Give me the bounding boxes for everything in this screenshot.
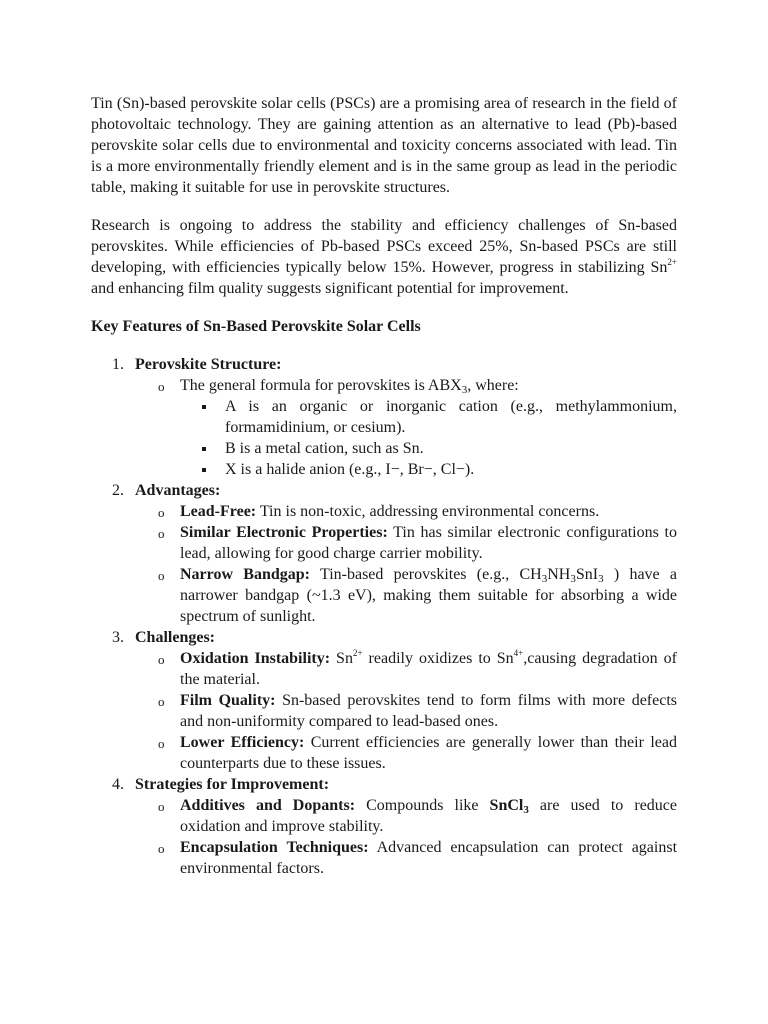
circle-bullet-icon: o xyxy=(158,694,165,709)
nested-list-item xyxy=(180,459,677,480)
item-text: Tin is non-toxic, addressing environmental concerns. xyxy=(256,503,600,520)
nested-item-text: X is a halide anion (e.g., I−, Br−, Cl−). xyxy=(225,461,475,478)
subscript: 3 xyxy=(570,573,576,585)
sub-item-text: The general formula for perovskites is ABX xyxy=(180,377,462,394)
superscript: 2+ xyxy=(667,257,677,267)
sub-item-text: , where: xyxy=(467,377,519,394)
circle-bullet-icon: o xyxy=(158,379,165,394)
superscript: 2+ xyxy=(352,648,363,658)
sub-list-item xyxy=(135,690,677,732)
nested-item-text: B is a metal cation, such as Sn. xyxy=(225,440,424,457)
item-text: readily oxidizes to Sn xyxy=(362,650,514,667)
subscript: 3 xyxy=(523,804,529,816)
sub-list-item xyxy=(135,522,677,564)
item-text: Compounds like xyxy=(355,797,490,814)
item-text: ) have a narrower bandgap (~1.3 eV), making them suitable for absorbing a wide spectrum of sunlight. xyxy=(180,566,678,625)
sub-list-item xyxy=(135,648,677,690)
list-number: 4. xyxy=(112,776,124,793)
square-bullet-icon xyxy=(202,405,206,409)
circle-bullet-icon: o xyxy=(158,736,165,751)
sub-list-item xyxy=(135,795,677,837)
list-number: 3. xyxy=(112,629,124,646)
item-text: Tin-based perovskites (e.g., CH xyxy=(310,566,542,583)
sub-list-item xyxy=(135,732,677,774)
item-label: Lead-Free: xyxy=(180,503,257,520)
square-bullet-icon xyxy=(202,468,206,472)
circle-bullet-icon: o xyxy=(158,652,165,667)
chemical-formula: SnCl xyxy=(489,797,524,814)
item-text: Sn xyxy=(330,650,353,667)
subscript: 3 xyxy=(461,384,468,396)
circle-bullet-icon: o xyxy=(158,799,165,814)
nested-list-item xyxy=(180,438,677,459)
sub-list xyxy=(135,501,677,627)
section-heading: Key Features of Sn-Based Perovskite Solar Cells xyxy=(91,318,421,335)
item-label: Film Quality: xyxy=(180,692,276,709)
research-text-b: and enhancing film quality suggests significant potential for improvement. xyxy=(91,280,569,297)
item-label: Narrow Bandgap: xyxy=(180,566,310,583)
square-bullet-icon xyxy=(202,447,206,451)
list-title: Strategies for Improvement: xyxy=(135,776,330,793)
item-label: Lower Efficiency: xyxy=(180,734,305,751)
list-title: Advantages: xyxy=(135,482,221,499)
sub-list-item xyxy=(135,564,677,627)
list-title: Challenges: xyxy=(135,629,215,646)
item-text: NH xyxy=(547,566,571,583)
nested-item-text: A is an organic or inorganic cation (e.g., methylammonium, formamidinium, or cesium). xyxy=(225,398,677,436)
circle-bullet-icon: o xyxy=(158,526,165,541)
list-item-challenges xyxy=(91,627,677,774)
sub-list xyxy=(135,648,677,774)
list-item-advantages xyxy=(91,480,677,627)
list-title: Perovskite Structure: xyxy=(135,356,282,373)
item-text: ,causing degradation of the material. xyxy=(180,650,677,688)
nested-list-item xyxy=(180,396,677,438)
circle-bullet-icon: o xyxy=(158,505,165,520)
item-text: Current efficiencies are generally lower than their lead counterparts due to these issues. xyxy=(180,734,677,772)
item-label: Encapsulation Techniques: xyxy=(180,839,369,856)
list-item-perovskite-structure xyxy=(91,354,677,480)
list-number: 2. xyxy=(112,482,124,499)
document-page xyxy=(91,93,677,879)
sub-list-item xyxy=(135,375,677,480)
sub-list-item xyxy=(135,837,677,879)
features-list xyxy=(91,354,677,879)
sub-list xyxy=(135,375,677,480)
item-text: Tin has similar electronic configurations to lead, allowing for good charge carrier mobility. xyxy=(180,524,677,562)
subscript: 3 xyxy=(541,573,548,585)
research-text-a: Research is ongoing to address the stability and efficiency challenges of Sn-based perovskites. While efficiencies of Pb-based PSCs exceed 25%, Sn-based PSCs are still developing, with efficiencies typically below 15%. However, progress in stabilizing Sn xyxy=(91,217,677,276)
item-text: Sn-based perovskites tend to form films with more defects and non-uniformity compared to lead-based ones. xyxy=(180,692,677,730)
circle-bullet-icon: o xyxy=(158,841,165,856)
item-text: are used to reduce oxidation and improve stability. xyxy=(180,797,677,835)
circle-bullet-icon: o xyxy=(158,568,165,583)
intro-paragraph: Tin (Sn)-based perovskite solar cells (PSCs) are a promising area of research in the field of photovoltaic technology. They are gaining attention as an alternative to lead (Pb)-based perovskite solar cells due to environmental and toxicity concerns associated with lead. Tin is a more environmentally friendly element and is in the same group as lead in the periodic table, making it suitable for use in perovskite structures. xyxy=(91,95,677,196)
research-paragraph xyxy=(91,215,677,299)
list-number: 1. xyxy=(112,356,124,373)
nested-list xyxy=(180,396,677,480)
item-label: Similar Electronic Properties: xyxy=(180,524,388,541)
subscript: 3 xyxy=(598,573,604,585)
sub-list xyxy=(135,795,677,879)
item-label: Additives and Dopants: xyxy=(180,797,356,814)
list-item-strategies xyxy=(91,774,677,879)
item-text: SnI xyxy=(575,566,599,583)
sub-list-item xyxy=(135,501,677,522)
item-text: Advanced encapsulation can protect against environmental factors. xyxy=(180,839,678,877)
superscript: 4+ xyxy=(513,648,524,658)
item-label: Oxidation Instability: xyxy=(180,650,331,667)
